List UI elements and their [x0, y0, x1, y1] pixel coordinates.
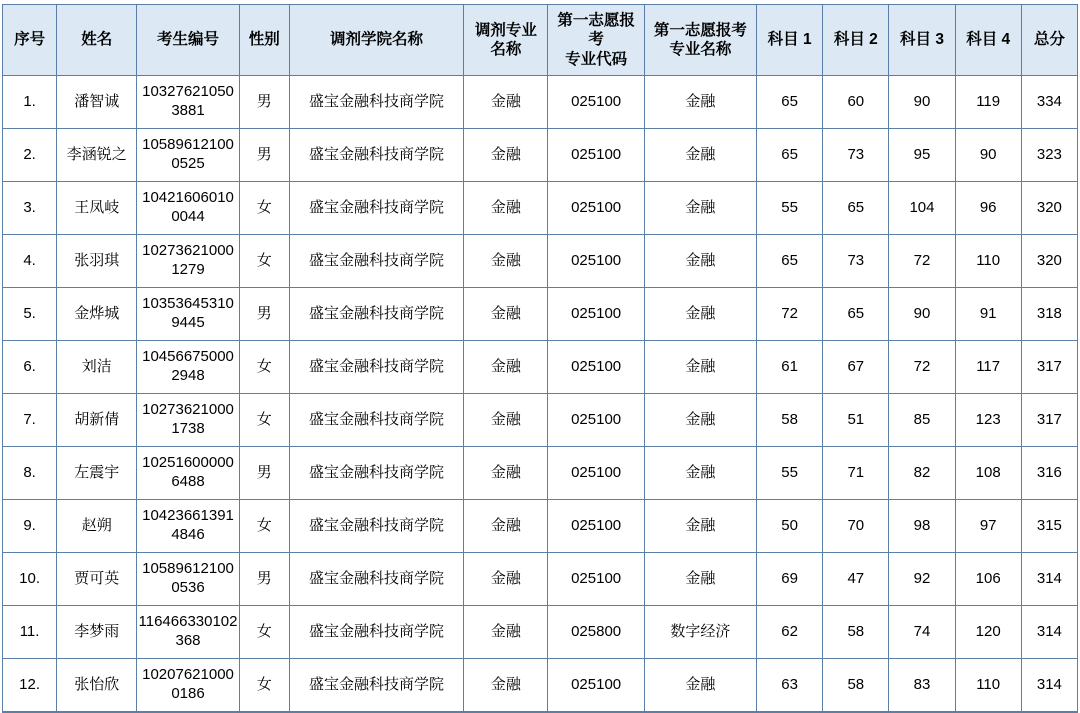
- row-subject-3: 82: [889, 447, 955, 500]
- row-total: 317: [1021, 394, 1077, 447]
- row-adjust-major: 金融: [464, 606, 548, 659]
- row-candidate-no: 102076210000186: [137, 659, 239, 713]
- header-college: 调剂学院名称: [289, 5, 463, 76]
- row-index: 1.: [3, 76, 57, 129]
- header-first-choice-code-line2: 专业代码: [565, 50, 628, 68]
- header-total: 总分: [1021, 5, 1077, 76]
- row-subject-2: 60: [823, 76, 889, 129]
- row-subject-4: 123: [955, 394, 1021, 447]
- row-name: 潘智诚: [57, 76, 137, 129]
- row-total: 314: [1021, 606, 1077, 659]
- row-first-choice-name: 金融: [644, 182, 756, 235]
- row-sex: 女: [239, 659, 289, 713]
- row-index: 4.: [3, 235, 57, 288]
- row-index: 5.: [3, 288, 57, 341]
- row-first-choice-name: 金融: [644, 288, 756, 341]
- row-first-choice-code: 025100: [548, 341, 644, 394]
- row-candidate-no: 104566750002948: [137, 341, 239, 394]
- row-subject-4: 110: [955, 235, 1021, 288]
- header-first-choice-code: [548, 5, 644, 76]
- table-row: [3, 659, 1078, 713]
- row-subject-2: 67: [823, 341, 889, 394]
- row-subject-3: 85: [889, 394, 955, 447]
- row-total: 314: [1021, 553, 1077, 606]
- row-sex: 男: [239, 553, 289, 606]
- row-adjust-major: 金融: [464, 500, 548, 553]
- header-sex: 性别: [239, 5, 289, 76]
- row-candidate-no: 102736210001279: [137, 235, 239, 288]
- row-subject-2: 73: [823, 129, 889, 182]
- row-candidate-no: 105896121000536: [137, 553, 239, 606]
- header-row: [3, 5, 1078, 76]
- header-adjust-major-line2: 名称: [490, 41, 522, 58]
- row-index: 2.: [3, 129, 57, 182]
- row-index: 9.: [3, 500, 57, 553]
- row-total: 334: [1021, 76, 1077, 129]
- row-subject-4: 90: [955, 129, 1021, 182]
- row-subject-3: 74: [889, 606, 955, 659]
- table-row: [3, 129, 1078, 182]
- row-first-choice-name: 金融: [644, 659, 756, 713]
- row-index: 12.: [3, 659, 57, 713]
- row-first-choice-code: 025800: [548, 606, 644, 659]
- row-subject-4: 97: [955, 500, 1021, 553]
- row-subject-3: 104: [889, 182, 955, 235]
- row-first-choice-name: 金融: [644, 129, 756, 182]
- row-sex: 女: [239, 182, 289, 235]
- table-row: [3, 235, 1078, 288]
- row-college: 盛宝金融科技商学院: [289, 341, 463, 394]
- row-subject-4: 96: [955, 182, 1021, 235]
- header-subject-2: 科目 2: [823, 5, 889, 76]
- row-total: 314: [1021, 659, 1077, 713]
- header-first-choice-name-line1: 第一志愿报考: [653, 21, 747, 39]
- row-college: 盛宝金融科技商学院: [289, 606, 463, 659]
- row-subject-2: 65: [823, 288, 889, 341]
- row-candidate-no: 102736210001738: [137, 394, 239, 447]
- row-first-choice-code: 025100: [548, 553, 644, 606]
- row-sex: 女: [239, 394, 289, 447]
- row-first-choice-code: 025100: [548, 235, 644, 288]
- row-sex: 男: [239, 129, 289, 182]
- row-index: 6.: [3, 341, 57, 394]
- row-first-choice-code: 025100: [548, 129, 644, 182]
- header-name: 姓名: [57, 5, 137, 76]
- row-adjust-major: 金融: [464, 182, 548, 235]
- table-row: [3, 76, 1078, 129]
- row-name: 张怡欣: [57, 659, 137, 713]
- table-row: [3, 341, 1078, 394]
- header-adjust-major-line1: 调剂专业: [474, 21, 537, 39]
- row-first-choice-code: 025100: [548, 76, 644, 129]
- header-index: 序号: [3, 5, 57, 76]
- row-subject-4: 120: [955, 606, 1021, 659]
- row-college: 盛宝金融科技商学院: [289, 235, 463, 288]
- row-candidate-no: 116466330102368: [137, 606, 239, 659]
- row-subject-1: 50: [757, 500, 823, 553]
- row-first-choice-name: 数字经济: [644, 606, 756, 659]
- row-sex: 女: [239, 606, 289, 659]
- table-row: [3, 606, 1078, 659]
- row-adjust-major: 金融: [464, 394, 548, 447]
- row-total: 316: [1021, 447, 1077, 500]
- row-name: 胡新倩: [57, 394, 137, 447]
- row-index: 3.: [3, 182, 57, 235]
- row-candidate-no: 103276210503881: [137, 76, 239, 129]
- row-total: 323: [1021, 129, 1077, 182]
- row-sex: 女: [239, 341, 289, 394]
- row-name: 赵朔: [57, 500, 137, 553]
- row-sex: 男: [239, 447, 289, 500]
- row-candidate-no: 104236613914846: [137, 500, 239, 553]
- row-first-choice-code: 025100: [548, 182, 644, 235]
- row-subject-2: 70: [823, 500, 889, 553]
- row-sex: 男: [239, 288, 289, 341]
- row-sex: 男: [239, 76, 289, 129]
- row-subject-3: 98: [889, 500, 955, 553]
- row-subject-2: 73: [823, 235, 889, 288]
- row-name: 李梦雨: [57, 606, 137, 659]
- row-candidate-no: 105896121000525: [137, 129, 239, 182]
- row-first-choice-name: 金融: [644, 76, 756, 129]
- row-subject-4: 119: [955, 76, 1021, 129]
- row-subject-2: 58: [823, 606, 889, 659]
- row-subject-4: 91: [955, 288, 1021, 341]
- table-row: [3, 500, 1078, 553]
- row-candidate-no: 102516000006488: [137, 447, 239, 500]
- row-college: 盛宝金融科技商学院: [289, 447, 463, 500]
- row-subject-3: 72: [889, 235, 955, 288]
- row-adjust-major: 金融: [464, 447, 548, 500]
- header-subject-4: 科目 4: [955, 5, 1021, 76]
- row-total: 318: [1021, 288, 1077, 341]
- row-subject-1: 55: [757, 182, 823, 235]
- row-college: 盛宝金融科技商学院: [289, 500, 463, 553]
- row-college: 盛宝金融科技商学院: [289, 76, 463, 129]
- row-subject-1: 65: [757, 129, 823, 182]
- row-total: 320: [1021, 182, 1077, 235]
- candidates-table: [2, 4, 1078, 713]
- row-name: 刘洁: [57, 341, 137, 394]
- row-subject-3: 95: [889, 129, 955, 182]
- row-subject-3: 72: [889, 341, 955, 394]
- row-sex: 女: [239, 235, 289, 288]
- row-first-choice-name: 金融: [644, 394, 756, 447]
- table-body: [3, 76, 1078, 713]
- row-first-choice-code: 025100: [548, 659, 644, 713]
- row-total: 320: [1021, 235, 1077, 288]
- header-first-choice-name-line2: 专业名称: [669, 41, 732, 58]
- row-index: 10.: [3, 553, 57, 606]
- row-name: 金烨城: [57, 288, 137, 341]
- row-subject-4: 108: [955, 447, 1021, 500]
- row-first-choice-code: 025100: [548, 447, 644, 500]
- row-subject-3: 92: [889, 553, 955, 606]
- row-college: 盛宝金融科技商学院: [289, 129, 463, 182]
- row-sex: 女: [239, 500, 289, 553]
- row-subject-1: 65: [757, 76, 823, 129]
- row-total: 317: [1021, 341, 1077, 394]
- row-adjust-major: 金融: [464, 288, 548, 341]
- row-subject-2: 47: [823, 553, 889, 606]
- row-subject-1: 72: [757, 288, 823, 341]
- row-first-choice-name: 金融: [644, 447, 756, 500]
- row-subject-1: 69: [757, 553, 823, 606]
- row-subject-1: 55: [757, 447, 823, 500]
- row-college: 盛宝金融科技商学院: [289, 659, 463, 713]
- row-adjust-major: 金融: [464, 129, 548, 182]
- header-subject-1: 科目 1: [757, 5, 823, 76]
- row-subject-1: 62: [757, 606, 823, 659]
- header-subject-3: 科目 3: [889, 5, 955, 76]
- row-subject-3: 90: [889, 76, 955, 129]
- row-college: 盛宝金融科技商学院: [289, 182, 463, 235]
- row-first-choice-name: 金融: [644, 500, 756, 553]
- row-adjust-major: 金融: [464, 659, 548, 713]
- table-row: [3, 447, 1078, 500]
- row-adjust-major: 金融: [464, 235, 548, 288]
- row-adjust-major: 金融: [464, 553, 548, 606]
- row-first-choice-code: 025100: [548, 500, 644, 553]
- row-adjust-major: 金融: [464, 76, 548, 129]
- row-subject-1: 63: [757, 659, 823, 713]
- row-subject-1: 58: [757, 394, 823, 447]
- row-subject-4: 106: [955, 553, 1021, 606]
- row-college: 盛宝金融科技商学院: [289, 288, 463, 341]
- row-subject-2: 65: [823, 182, 889, 235]
- table-row: [3, 182, 1078, 235]
- row-index: 11.: [3, 606, 57, 659]
- table-row: [3, 394, 1078, 447]
- row-candidate-no: 103536453109445: [137, 288, 239, 341]
- row-subject-3: 90: [889, 288, 955, 341]
- row-name: 左震宇: [57, 447, 137, 500]
- row-subject-1: 65: [757, 235, 823, 288]
- row-college: 盛宝金融科技商学院: [289, 553, 463, 606]
- table-row: [3, 553, 1078, 606]
- row-subject-4: 117: [955, 341, 1021, 394]
- row-subject-3: 83: [889, 659, 955, 713]
- row-total: 315: [1021, 500, 1077, 553]
- header-first-choice-code-line1: 第一志愿报考: [557, 11, 635, 49]
- row-subject-2: 71: [823, 447, 889, 500]
- row-subject-1: 61: [757, 341, 823, 394]
- row-name: 王凤岐: [57, 182, 137, 235]
- row-first-choice-name: 金融: [644, 341, 756, 394]
- row-first-choice-code: 025100: [548, 288, 644, 341]
- row-first-choice-name: 金融: [644, 235, 756, 288]
- row-name: 李涵锐之: [57, 129, 137, 182]
- header-first-choice-name: [644, 5, 756, 76]
- header-candidate-no: 考生编号: [137, 5, 239, 76]
- row-index: 7.: [3, 394, 57, 447]
- row-first-choice-name: 金融: [644, 553, 756, 606]
- table-row: [3, 288, 1078, 341]
- row-index: 8.: [3, 447, 57, 500]
- row-name: 贾可英: [57, 553, 137, 606]
- row-adjust-major: 金融: [464, 341, 548, 394]
- row-subject-2: 58: [823, 659, 889, 713]
- row-first-choice-code: 025100: [548, 394, 644, 447]
- table-header: [3, 5, 1078, 76]
- row-subject-4: 110: [955, 659, 1021, 713]
- row-subject-2: 51: [823, 394, 889, 447]
- header-adjust-major: [464, 5, 548, 76]
- row-college: 盛宝金融科技商学院: [289, 394, 463, 447]
- row-name: 张羽琪: [57, 235, 137, 288]
- row-candidate-no: 104216060100044: [137, 182, 239, 235]
